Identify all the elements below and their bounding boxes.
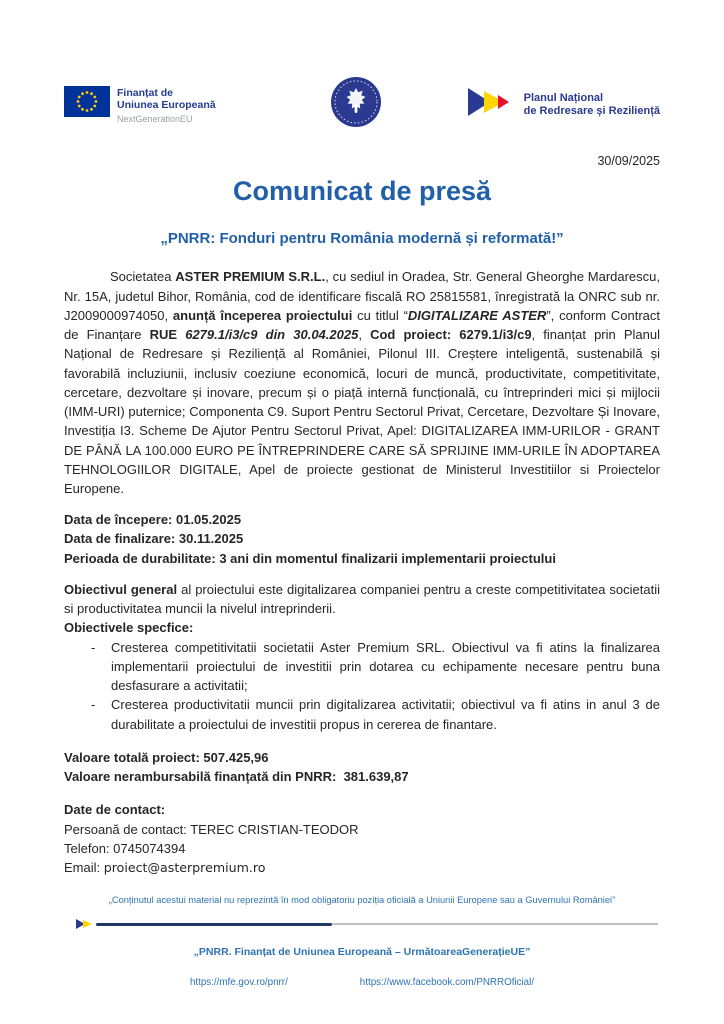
email-link[interactable]: proiect@asterpremium.ro <box>103 860 266 875</box>
facebook-link[interactable]: https://www.facebook.com/PNRROficial/ <box>359 976 535 988</box>
eu-funding-logo <box>64 86 216 124</box>
total-value-line: Valoare totală proiect: 507.425,96 <box>64 749 269 765</box>
footer-divider <box>76 918 658 930</box>
pnrr-logo-line2: de Redresare și Reziliență <box>523 104 660 117</box>
disclaimer-text: „Conținutul acestui material nu reprezintă în mod obligatoriu poziția oficială a Uniunii Europene sau a Guvernului României” <box>108 894 616 905</box>
divider-gray-bar <box>332 923 658 925</box>
objectives-list <box>64 638 660 734</box>
general-objective: Obiectivul general al proiectului este digitalizarea companiei pentru a creste competitivitatea societatii si productivitatea muncii la nivelul intreprinderii. <box>64 581 660 617</box>
bullet-marker: - <box>91 697 96 713</box>
intro-paragraph: Societatea ASTER PREMIUM S.R.L., cu sediul in Oradea, Str. General Gheorghe Mardarescu, Nr. 15A, judetul Bihor, România, cod de identificare fiscală RO 25815581, înregistrată la ONRC sub nr. J2009000974050, anunță începerea proiectului cu titlul “DIGITALIZARE ASTER”, conform Contract de Finanțare RUE 6279.1/i3/c9 din 30.04.2025, Cod proiect: 6279.1/i3/c9, finanțat prin Planul Național de Redresare și Reziliență al României, Pilonul III. Creștere inteligentă, sustenabilă și favorabilă incluziunii, inclusiv coeziune economică, locuri de muncă, productivitate, competitivitate, cercetare, dezvoltare și inovare, precum și o piață internă funcțională, cu întreprinderi mici și mijlocii (IMM-URI) puternice; Componenta C9. Suport Pentru Sectorul Privat, Cercetare, Dezvoltare Și Inovare, Investiția I3. Scheme De Ajutor Pentru Sectorul Privat, Apel: DIGITALIZAREA IMM-URILOR - GRANT DE PÂNĂ LA 100.000 EURO PE ÎNTREPRINDERE CARE SĂ SPRIJINE IMM-URILE ÎN ADOPTAREA TEHNOLOGIILOR DIGITALE, Apel de proiecte gestionat de Ministerul Investitiilor si Proiectelor Europene. <box>64 269 661 497</box>
contact-person-line: Persoană de contact: TEREC CRISTIAN-TEODOR <box>64 821 359 837</box>
page-subtitle: „PNRR: Fonduri pentru România modernă și reformată!” <box>160 230 564 248</box>
pnrr-logo-text <box>524 92 660 118</box>
start-date-line: Data de începere: 01.05.2025 <box>64 512 242 528</box>
eu-logo-text <box>117 86 216 124</box>
bullet-text: Cresterea productivitatii muncii prin digitalizarea activitatii; obiectivul va fi atins in anul 3 de durabilitate a proiectului de investitii propus in cererea de finantare. <box>111 697 660 732</box>
specific-objectives-heading: Obiectivele specfice: <box>64 620 194 636</box>
bullet-item <box>64 638 660 696</box>
end-date-line: Data de finalizare: 30.11.2025 <box>64 531 244 547</box>
contact-email-line <box>64 858 660 878</box>
bullet-item <box>64 695 660 733</box>
grant-value-line: Valoare nerambursabilă finanțată din PNRR: 381.639,87 <box>64 769 409 785</box>
funding-statement: „PNRR. Finanțat de Uniunea Europeană – UrmătoareaGenerațieUE” <box>193 946 531 959</box>
bullet-text: Cresterea competitivitatii societatii Aster Premium SRL. Obiectivul va fi atins la finalizarea implementarii proiectului de investitii prin dotarea cu echipamente necesare pentru buna desfasurare a activitatii; <box>111 639 660 694</box>
page-title: Comunicat de presă <box>232 175 492 206</box>
pnrr-arrows-icon <box>466 85 516 124</box>
divider-navy-bar <box>96 923 332 926</box>
email-label: Email: <box>64 860 104 875</box>
eu-flag-icon <box>64 86 110 122</box>
header-logos <box>64 78 660 132</box>
pnrr-logo <box>466 85 660 124</box>
pnrr-logo-line1: Planul Național <box>523 91 604 104</box>
project-dates <box>64 510 660 568</box>
footer <box>64 894 660 991</box>
guvernul-romaniei-seal-icon <box>330 76 382 133</box>
project-values <box>64 748 660 786</box>
footer-links <box>64 976 660 990</box>
eu-logo-line2: Uniunea Europeană <box>117 98 216 111</box>
eu-logo-line1: Finanțat de <box>117 86 174 99</box>
contact-heading: Date de contact: <box>64 802 166 818</box>
document-date: 30/09/2025 <box>597 154 660 168</box>
mfe-link[interactable]: https://mfe.gov.ro/pnrr/ <box>189 976 288 988</box>
eu-logo-line3: NextGenerationEU <box>117 113 193 124</box>
objectives-section <box>64 580 660 734</box>
bullet-marker: - <box>91 639 96 655</box>
contact-phone-line: Telefon: 0745074394 <box>64 840 186 856</box>
durability-line: Perioada de durabilitate: 3 ani din momentul finalizarii implementarii proiectului <box>64 550 556 566</box>
contact-section <box>64 800 660 877</box>
divider-arrow-icon <box>76 918 96 930</box>
